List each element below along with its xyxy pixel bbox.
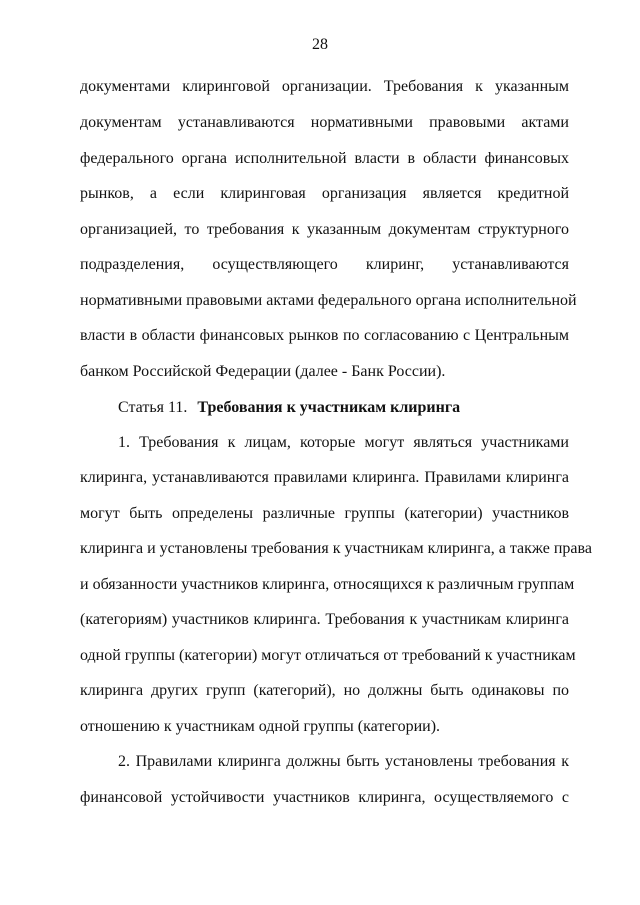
article-title: Требования к участникам клиринга	[197, 399, 461, 416]
text-line: 1. Требования к лицам, которые могут являться участниками	[118, 434, 569, 451]
text-line: организацией, то требования к указанным документам структурного	[80, 221, 569, 238]
text-line: подразделения, осуществляющего клиринг, устанавливаются	[80, 256, 569, 273]
text-line: документами клиринговой организации. Требования к указанным	[80, 78, 569, 95]
text-line: клиринга других групп (категорий), но должны быть одинаковы по	[80, 682, 569, 699]
text-line: (категориям) участников клиринга. Требования к участникам клиринга	[80, 611, 569, 628]
text-line: могут быть определены различные группы (категории) участников	[80, 505, 569, 522]
text-line: власти в области финансовых рынков по согласованию с Центральным	[80, 327, 569, 344]
text-line: 2. Правилами клиринга должны быть установлены требования к	[118, 753, 569, 770]
text-line: одной группы (категории) могут отличаться от требований к участникам	[80, 647, 576, 664]
text-line: документам устанавливаются нормативными правовыми актами	[80, 114, 569, 131]
text-line: федерального органа исполнительной власти в области финансовых	[80, 150, 569, 167]
text-line: клиринга и установлены требования к участникам клиринга, а также права	[80, 540, 592, 557]
article-number: Статья 11.	[118, 399, 188, 416]
text-line: рынков, а если клиринговая организация является кредитной	[80, 185, 569, 202]
text-line: банком Российской Федерации (далее - Банк России).	[80, 363, 446, 380]
text-line: клиринга, устанавливаются правилами клиринга. Правилами клиринга	[80, 469, 569, 486]
page-number: 28	[312, 36, 328, 53]
text-line: финансовой устойчивости участников клиринга, осуществляемого с	[80, 789, 569, 806]
text-line: нормативными правовыми актами федерального органа исполнительной	[80, 292, 577, 309]
text-line: и обязанности участников клиринга, относящихся к различным группам	[80, 576, 575, 593]
article-heading	[118, 397, 460, 419]
text-line: отношению к участникам одной группы (категории).	[80, 718, 441, 735]
